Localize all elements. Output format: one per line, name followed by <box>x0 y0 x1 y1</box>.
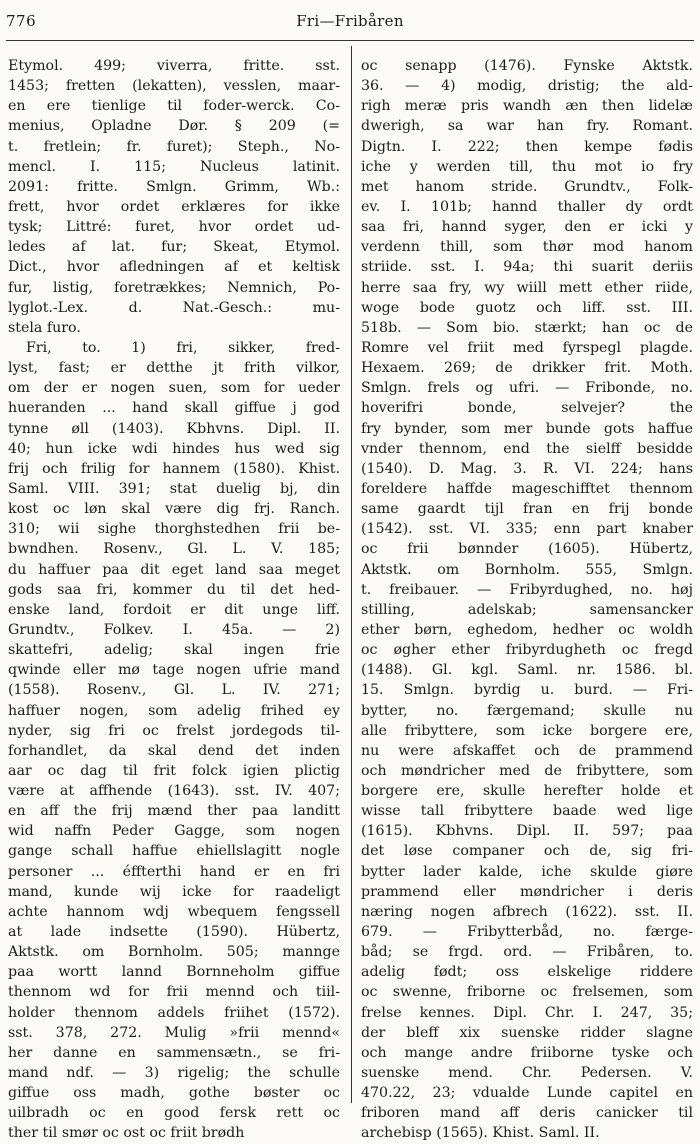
left-column-line: nyder, sig fri oc frelst jordegods til- <box>8 722 340 739</box>
right-column-line: bytter lader kalde, iche skulde giøre <box>361 863 693 880</box>
left-column-line: 40; hun icke wdi hindes hus wed sig <box>8 440 340 457</box>
left-column-line: du haffuer paa dit eget land saa meget <box>8 561 340 578</box>
left-column-line: thennom wd for frii mennd och tiil- <box>8 984 340 1001</box>
right-column-line: vnder thennom, end the sielff besidde <box>361 440 693 457</box>
right-column-line: och møndricher med de fribyttere, som <box>361 762 693 779</box>
left-column-line: Grundtv., Folkev. I. 45a. — 2) <box>8 621 340 638</box>
left-column-line: at lade indsette (1590). Hübertz, <box>8 924 340 941</box>
left-column-line: stela furo. <box>8 319 81 336</box>
left-column-line: en aff the frij mænd ther paa landitt <box>8 803 340 820</box>
right-column-line: (1615). Kbhvns. Dipl. II. 597; paa <box>361 823 693 840</box>
right-column-line: bytter, no. færgemand; skulle nu <box>361 702 693 719</box>
right-column-line: Romre vel friit med fyrspegl plagde. <box>361 339 693 356</box>
right-column-line: prammend eller møndricher i deris <box>361 883 693 900</box>
left-column-line: lyst, fast; er detthe jt frith vilkor, <box>8 360 340 377</box>
right-column-line: oc øgher ether fribyrdugheth oc fregd <box>361 642 693 659</box>
left-column-line: sst. 378, 272. Mulig »frii mennd« <box>8 1024 340 1041</box>
right-column-line: 679. — Fribytterbåd, no. færge- <box>361 924 693 941</box>
right-column-line: adelig født; oss elskelige riddere <box>361 964 693 981</box>
left-column-line: lyglot.-Lex. d. Nat.-Gesch.: mu- <box>8 299 340 316</box>
right-column-line: herre saa fry, wy wiill mett ether riide, <box>361 279 693 296</box>
right-column-line: hoverifri bonde, selvejer? the <box>361 400 693 417</box>
left-column-line: bwndhen. Rosenv., Gl. L. V. 185; <box>8 541 340 558</box>
right-column-line: striide. sst. I. 94a; thi suarit deriis <box>361 259 693 276</box>
right-column-line: (1540). D. Mag. 3. R. VI. 224; hans <box>361 460 693 477</box>
left-column-line: Aktstk. om Bornholm. 505; mannge <box>8 944 340 961</box>
right-column-line: och mange andre friiborne tyske och <box>361 1044 693 1061</box>
right-column-line: ev. I. 101b; hannd thaller dy ordt <box>361 198 693 215</box>
left-column-line: holder thennom addels friihet (1572). <box>8 1004 340 1021</box>
left-column-line: her danne en sammensætn., se fri- <box>8 1044 340 1061</box>
right-column-line: der bleff xix suenske ridder slagne <box>361 1024 693 1041</box>
left-column-line: ther til smør oc ost oc friit brødh <box>8 1125 245 1142</box>
left-column-line: mencl. I. 115; Nucleus latinit. <box>8 158 340 175</box>
left-column-line: kost oc løn skal være dig frj. Ranch. <box>8 501 340 518</box>
left-column-line: (1558). Rosenv., Gl. L. IV. 271; <box>8 682 340 699</box>
right-column-line: righ meræ pris wandh æn then lidelæ <box>361 98 693 115</box>
right-column-line: 15. Smlgn. byrdig u. burd. — Fri- <box>361 682 693 699</box>
left-column-line: Dict., hvor afledningen af et keltisk <box>8 259 340 276</box>
right-column-line: båd; se frgd. ord. — Fribåren, to. <box>361 944 693 961</box>
right-column-line: t. freibauer. — Fribyrdughed, no. høj <box>361 581 693 598</box>
left-column-line: om der er nogen suen, som for ueder <box>8 380 340 397</box>
right-column-line: Smlgn. frels og ufri. — Fribonde, no. <box>361 380 693 397</box>
left-column-line: t. fretlein; fr. furet); Steph., No- <box>8 138 340 155</box>
left-column-line: frett, hvor ordet erklæres for ikke <box>8 198 340 215</box>
right-column-line: nu were afskaffet och de prammend <box>361 742 693 759</box>
left-column-line: Saml. VIII. 391; stat duelig bj, din <box>8 480 340 497</box>
right-column-line: næring nogen afbrech (1622). sst. II. <box>361 903 693 920</box>
right-column-line: 518b. — Som bio. stærkt; han oc de <box>361 319 693 336</box>
right-column-line: 470.22, 23; vdualde Lunde capitel en <box>361 1085 693 1102</box>
right-column-line: (1488). Gl. kgl. Saml. nr. 1586. bl. <box>361 662 693 679</box>
right-column-line: saa fri, hannd syger, den er icki y <box>361 219 693 236</box>
right-column-line: det løse companer och de, sig fri- <box>361 843 693 860</box>
right-column-line: foreldere haffde mageschifftet thennom <box>361 480 693 497</box>
left-column-line: menius, Opladne Dør. § 209 (= <box>8 118 340 135</box>
left-column-line: haffuer nogen, som adelig frihed ey <box>8 702 340 719</box>
left-column-line: være at affhende (1643). sst. IV. 407; <box>8 783 340 800</box>
left-column-line: Fri, to. 1) fri, sikker, fred- <box>26 339 340 356</box>
left-column-line: wid naffn Peder Gagge, som nogen <box>8 823 340 840</box>
page-header <box>0 0 700 44</box>
left-column-line: gange schall haffue ehiellslagitt nogle <box>8 843 340 860</box>
right-column-line: ether børn, eghedom, hedher oc woldh <box>361 621 693 638</box>
running-head: Fri—Fribåren <box>296 12 404 30</box>
left-column-line: uilbradh oc en good fersk rett oc <box>8 1105 340 1122</box>
right-column-line: Aktstk. om Bornholm. 555, Smlgn. <box>361 561 693 578</box>
right-column-line: Digtn. I. 222; then kempe fødis <box>361 138 693 155</box>
right-column-line: wisse tall fribyttere baade wed lige <box>361 803 693 820</box>
left-column-line: aar oc dag til frit folck igien plictig <box>8 762 340 779</box>
right-column-line: 36. — 4) modig, dristig; the ald- <box>361 78 693 95</box>
column-divider <box>351 46 352 1103</box>
left-column-line: mand ndf. — 3) rigelig; the schulle <box>8 1065 340 1082</box>
left-column-line: 1453; fretten (lekatten), vesslen, maar- <box>8 78 340 95</box>
right-column-line: stilling, adelskab; samensancker <box>361 601 693 618</box>
right-column-line: oc frii bønnder (1605). Hübertz, <box>361 541 693 558</box>
left-column-line: frij och frilig for hannem (1580). Khist. <box>8 460 340 477</box>
left-column-line: achte hannom wdj wbequem fengssell <box>8 903 340 920</box>
left-column-line: gods saa fri, kommer du til det hed- <box>8 581 340 598</box>
left-column-line: fur, listig, foretrækkes; Nemnich, Po- <box>8 279 340 296</box>
left-column-line: 310; wii sighe thorghstedhen frii be- <box>8 521 340 538</box>
left-column <box>8 56 340 1144</box>
left-column-line: en ere tienlige til foder-werck. Co- <box>8 98 340 115</box>
left-column-line: ledes af lat. fur; Skeat, Etymol. <box>8 239 340 256</box>
right-column-line: fry bynder, som mer bunde gots haffue <box>361 420 693 437</box>
right-column-line: frelse kennes. Dipl. Chr. I. 247, 35; <box>361 1004 693 1021</box>
right-column-line: verdenn thill, som thør mod hanom <box>361 239 693 256</box>
right-column-line: iche y werden till, thu mot io fry <box>361 158 693 175</box>
left-column-line: skattefri, adelig; skal ingen frie <box>8 642 340 659</box>
right-column-line: friboren mand aff deris canicker til <box>361 1105 693 1122</box>
right-column-line: borgere ere, skulle herefter holde et <box>361 783 693 800</box>
right-column-line: met hanom stride. Grundtv., Folk- <box>361 178 693 195</box>
left-column-line: forhandlet, da skal dend det inden <box>8 742 340 759</box>
right-column <box>361 56 693 1144</box>
page-number: 776 <box>6 12 37 30</box>
header-rule <box>6 40 694 41</box>
left-column-line: paa wortt lannd Bornneholm giffue <box>8 964 340 981</box>
left-column-line: Etymol. 499; viverra, fritte. sst. <box>8 58 340 74</box>
left-column-line: qwinde eller mø tage nogen ufrie mand <box>8 662 340 679</box>
right-column-line: oc swenne, friborne oc frelsemen, som <box>361 984 693 1001</box>
right-column-line: archebisp (1565). Khist. Saml. II. <box>361 1125 600 1142</box>
left-column-line: hueranden ... hand skall giffue j god <box>8 400 340 417</box>
right-column-line: woge bode guotz och liff. sst. III. <box>361 299 693 316</box>
left-column-line: mand, kunde wij icke for raadeligt <box>8 883 340 900</box>
right-column-line: alle fribyttere, som icke borgere ere, <box>361 722 693 739</box>
right-column-line: suenske mend. Chr. Pedersen. V. <box>361 1065 693 1082</box>
right-column-line: dwerigh, sa war han fry. Romant. <box>361 118 693 135</box>
left-column-line: personer ... éffterthi hand er en fri <box>8 863 340 880</box>
left-column-line: enske land, fordoit er dit unge liff. <box>8 601 340 618</box>
left-column-line: giffue oss madh, gothe bøster oc <box>8 1085 340 1102</box>
right-column-line: (1542). sst. VI. 335; enn part knaber <box>361 521 693 538</box>
left-column-line: 2091: fritte. Smlgn. Grimm, Wb.: <box>8 178 340 195</box>
right-column-line: same gaardt tijl fran en frij bonde <box>361 501 693 518</box>
right-column-line: Hexaem. 269; de drikker frit. Moth. <box>361 360 693 377</box>
right-column-line: oc senapp (1476). Fynske Aktstk. <box>361 58 693 74</box>
left-column-line: tynne øll (1403). Kbhvns. Dipl. II. <box>8 420 340 437</box>
left-column-line: tysk; Littré: furet, hvor ordet ud- <box>8 219 340 236</box>
